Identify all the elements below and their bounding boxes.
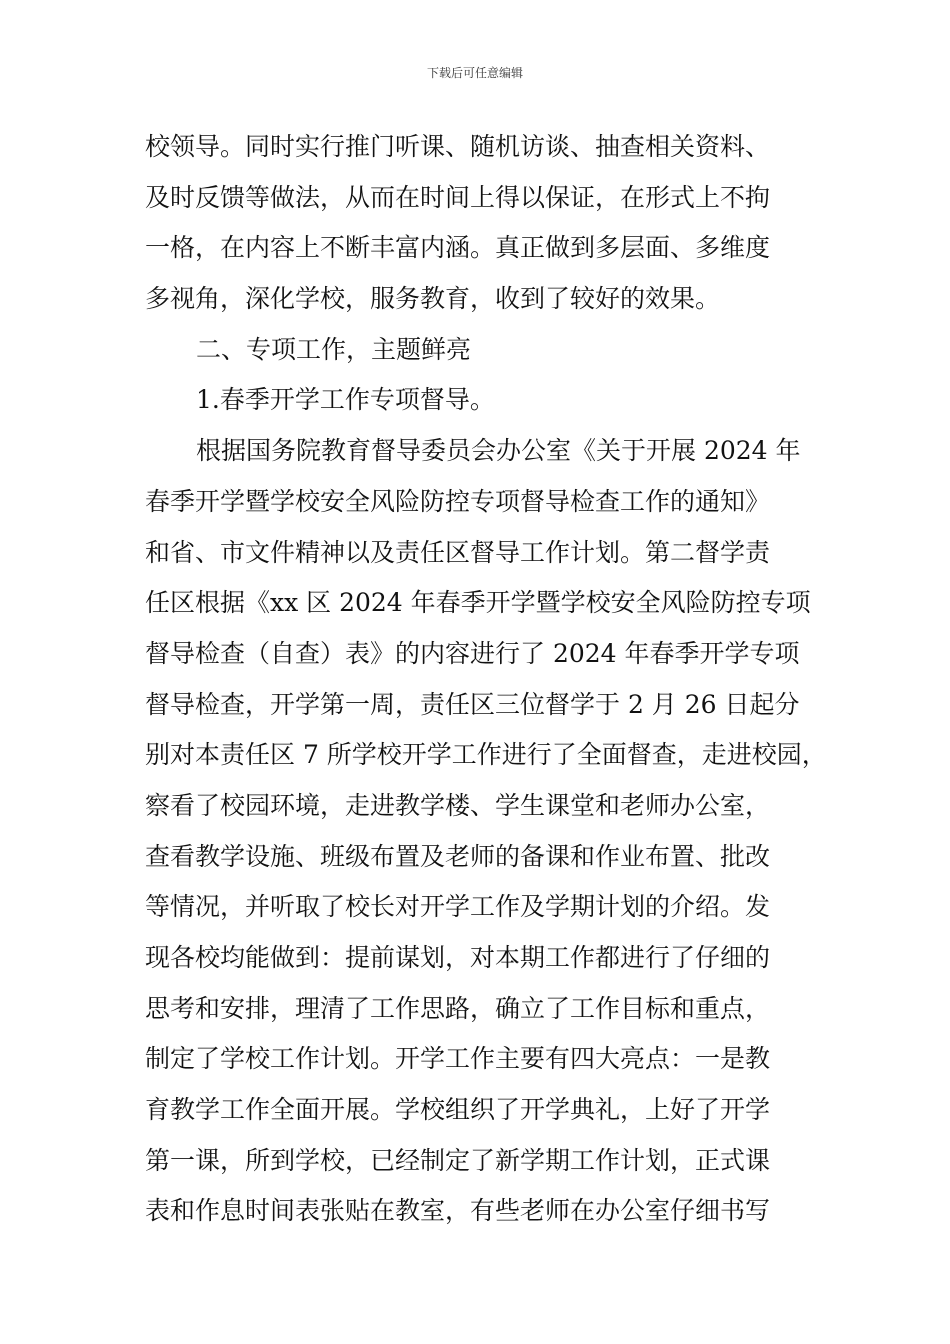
text-line: 任区根据《xx 区 2024 年春季开学暨学校安全风险防控专项 <box>145 588 811 618</box>
document-body <box>145 122 835 1237</box>
text-line: 和省、市文件精神以及责任区督导工作计划。第二督学责 <box>145 537 771 567</box>
text-line: 表和作息时间表张贴在教室，有些老师在办公室仔细书写 <box>145 1196 771 1226</box>
subsection-heading: 1.春季开学工作专项督导。 <box>196 385 495 415</box>
text-line: 察看了校园环境，走进教学楼、学生课堂和老师办公室， <box>145 790 771 820</box>
text-line: 别对本责任区 7 所学校开学工作进行了全面督查，走进校园， <box>145 740 827 770</box>
text-line: 春季开学暨学校安全风险防控专项督导检查工作的通知》 <box>145 486 771 516</box>
section-heading: 二、专项工作，主题鲜亮 <box>196 334 472 364</box>
paragraph-first-line: 根据国务院教育督导委员会办公室《关于开展 2024 年 <box>196 436 801 466</box>
text-line: 一格，在内容上不断丰富内涵。真正做到多层面、多维度 <box>145 233 771 263</box>
text-line: 制定了学校工作计划。开学工作主要有四大亮点：一是教 <box>145 1044 771 1074</box>
text-line: 思考和安排，理清了工作思路，确立了工作目标和重点， <box>145 993 771 1023</box>
text-line: 校领导。同时实行推门听课、随机访谈、抽查相关资料、 <box>145 132 771 161</box>
text-line: 育教学工作全面开展。学校组织了开学典礼，上好了开学 <box>145 1095 771 1125</box>
text-line: 及时反馈等做法，从而在时间上得以保证，在形式上不拘 <box>145 182 771 212</box>
text-line: 查看教学设施、班级布置及老师的备课和作业布置、批改 <box>145 841 771 871</box>
text-line: 督导检查，开学第一周，责任区三位督学于 2 月 26 日起分 <box>145 689 800 719</box>
text-line: 督导检查（自查）表》的内容进行了 2024 年春季开学专项 <box>145 638 800 668</box>
text-line: 第一课，所到学校，已经制定了新学期工作计划，正式课 <box>145 1145 771 1175</box>
page-header: 下载后可任意编辑 <box>426 66 523 80</box>
text-line: 现各校均能做到：提前谋划，对本期工作都进行了仔细的 <box>145 943 771 972</box>
text-line: 等情况，并听取了校长对开学工作及学期计划的介绍。发 <box>145 892 771 922</box>
text-line: 多视角，深化学校，服务教育，收到了较好的效果。 <box>145 284 721 314</box>
